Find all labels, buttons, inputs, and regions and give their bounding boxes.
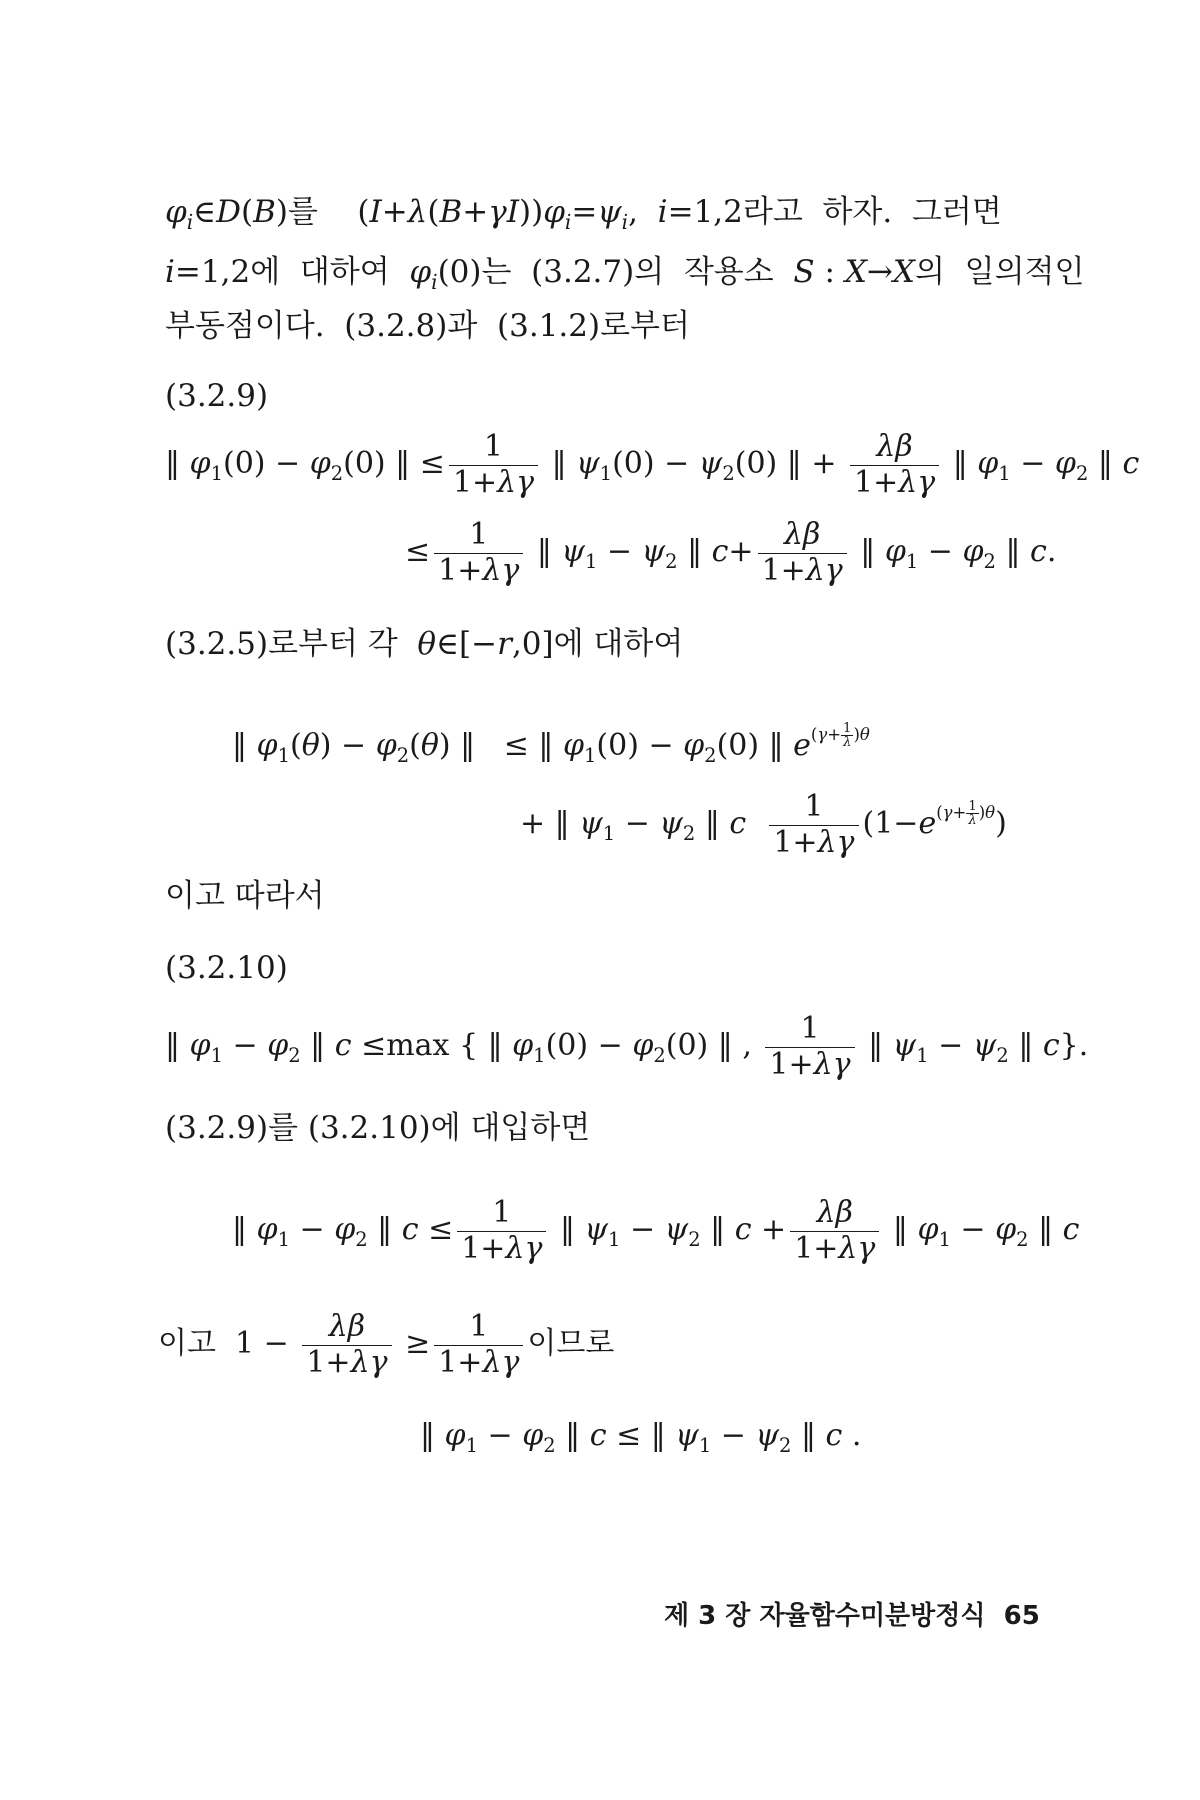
equation-3-2-9-line-2: ≤ $\frac{1}{1+\lambda\gamma}$ ‖ $\psi_1 - \psi_2$ ‖ c+ $\frac{\lambda\beta}{1+\lambda\gamma}$ ‖ $\varphi_1 - \varphi_2$ ‖ c. xyxy=(405,517,1057,588)
paragraph-line-3: 부동점이다. (3.2.8)과 (3.1.2)로부터 xyxy=(165,308,690,344)
equation-3-2-9-line-1: ‖ $\varphi_1(0) - \varphi_2(0)$ ‖ ≤ $\frac{1}{1+\lambda\gamma}$ ‖ $\psi_1(0) - \psi_2(0)$ ‖ + $\frac{\lambda\beta}{1+\lambda\gamma}$ ‖ $\varphi_1 - \varphi_2$ ‖ c xyxy=(165,429,1140,500)
paragraph-2: (3.2.5)로부터 각 θ∈[−r,0]에 대하여 xyxy=(165,626,684,662)
final-inequality: ‖ $\varphi_1 - \varphi_2$ ‖ c ≤ ‖ $\psi_1 - \psi_2$ ‖ c . xyxy=(420,1418,862,1457)
inequality-line-1: ‖ $\varphi_1(\theta) - \varphi_2(\theta)$ ‖ ≤ ‖ $\varphi_1(0) - \varphi_2(0)$ ‖ $e^{(\gamma+ \frac{1}{\lambda} )\theta}$ xyxy=(232,721,870,767)
substituted-equation: ‖ $\varphi_1 - \varphi_2$ ‖ c ≤ $\frac{1}{1+\lambda\gamma}$ ‖ $\psi_1 - \psi_2$ ‖ c + $\frac{\lambda\beta}{1+\lambda\gamma}$ ‖ $\varphi_1 - \varphi_2$ ‖ c xyxy=(232,1195,1080,1266)
equation-3-2-10: ‖ $\varphi_1 - \varphi_2$ ‖ c ≤max { ‖ $\varphi_1(0) - \varphi_2(0)$ ‖ , $\frac{1}{1+\lambda\gamma}$ ‖ $\psi_1 - \psi_2$ ‖ c}. xyxy=(165,1011,1089,1082)
paragraph-4: (3.2.9)를 (3.2.10)에 대입하면 xyxy=(165,1110,591,1146)
paragraph-5-prefix: 이고 xyxy=(158,1326,216,1361)
page-number: 65 xyxy=(1003,1601,1040,1631)
paragraph-line-1: $\varphi_i\in D(B)$를 $(I+\lambda(B+\gamma I))\varphi_i=\psi_i$, i=1,2라고 하자. 그러면 xyxy=(165,194,1002,235)
inequality-line-2: + ‖ $\psi_1 - \psi_2$ ‖ c $\frac{1}{1+\lambda\gamma}$ $(1-e^{(\gamma+ \frac{1}{\lambda} )\theta})$ xyxy=(520,789,1007,860)
paragraph-5-suffix: 이므로 xyxy=(527,1326,615,1361)
page-footer xyxy=(664,1595,1040,1632)
paragraph-5: 이고 1 − $\frac{\lambda\beta}{1+\lambda\gamma}$ ≥ $\frac{1}{1+\lambda\gamma}$ 이므로 xyxy=(158,1309,615,1380)
equation-label-3-2-10: (3.2.10) xyxy=(165,950,288,986)
paragraph-3: 이고 따라서 xyxy=(165,878,325,914)
chapter-title: 제 3 장 자율함수미분방정식 xyxy=(664,1601,986,1631)
paragraph-line-2: i=1,2에 대하여 $\varphi_i(0)$는 (3.2.7)의 작용소 S : X→X의 일의적인 xyxy=(165,254,1085,295)
equation-label-3-2-9: (3.2.9) xyxy=(165,378,269,414)
